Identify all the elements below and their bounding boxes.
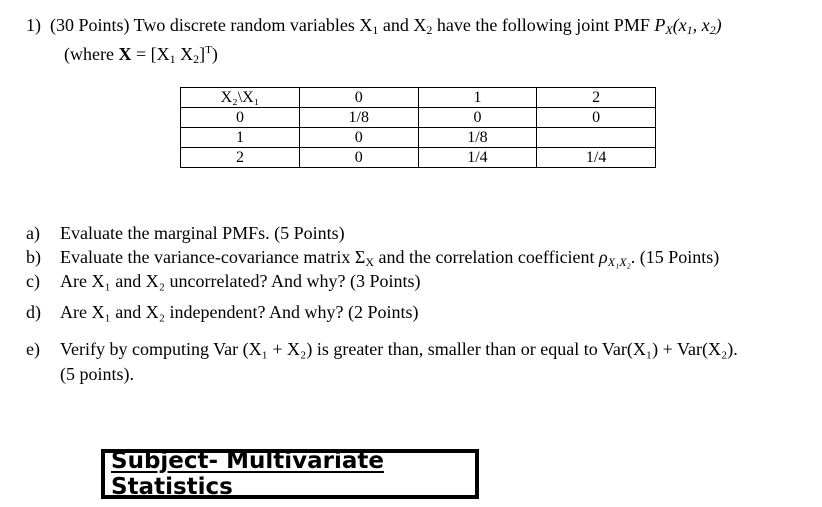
table-cell: 1/8 — [299, 108, 418, 128]
question-line-2: (where $X = [X_1$ $X_2]^T$) — [64, 44, 218, 66]
table-cell: 1/8 — [418, 128, 537, 148]
part-d — [26, 301, 418, 323]
part-e-continuation: (5 points). — [60, 364, 134, 384]
pmf-notation: $P_X(x_1$, $x_2$) — [654, 15, 722, 37]
table-header-cell: 0 — [299, 88, 418, 108]
table-row — [181, 108, 656, 128]
table-row — [181, 148, 656, 168]
table-header-cell: 2 — [537, 88, 656, 108]
question-line-1: 1) (30 Points) Two discrete random variables $X_1$ and $X_2$ have the following joint PMF $P_X(x_1$, $x_2$) — [26, 15, 722, 37]
table-header-cell: X₂\X₁ — [181, 88, 300, 108]
subject-label: Subject- Multivariate Statistics — [111, 448, 384, 500]
table-cell: 1/4 — [537, 148, 656, 168]
table-cell: 0 — [537, 108, 656, 128]
part-label: b) — [26, 247, 41, 267]
table-cell: 0 — [299, 148, 418, 168]
table-cell — [537, 128, 656, 148]
part-e — [26, 338, 738, 360]
part-label: c) — [26, 271, 40, 291]
part-text: Are X₁ and X₂ independent? And why? (2 Points) — [60, 302, 419, 322]
question-intro: (30 Points) Two discrete random variables X — [50, 15, 373, 35]
part-label: e) — [26, 339, 40, 359]
part-label: d) — [26, 302, 41, 322]
table-cell: 0 — [418, 108, 537, 128]
table-cell: 2 — [181, 148, 300, 168]
part-b: b) Evaluate the variance-covariance matrix $\Sigma_X$ and the correlation coefficient $\rho_{X_1X_2}$. (15 Points) — [26, 247, 720, 269]
joint-pmf-table — [180, 87, 656, 168]
part-text: Verify by computing Var (X₁ + X₂) is greater than, smaller than or equal to Var(X₁) + Var(X₂). — [60, 339, 738, 359]
table-header-cell: 1 — [418, 88, 537, 108]
part-label: a) — [26, 223, 40, 243]
subject-box — [101, 449, 479, 499]
table-cell: 0 — [181, 108, 300, 128]
table-row — [181, 128, 656, 148]
part-text: Are X₁ and X₂ uncorrelated? And why? (3 Points) — [60, 271, 421, 291]
table-cell: 0 — [299, 128, 418, 148]
table-cell: 1 — [181, 128, 300, 148]
part-text: Evaluate the marginal PMFs. (5 Points) — [60, 223, 345, 243]
part-c — [26, 270, 420, 292]
table-header-row — [181, 88, 656, 108]
question-number: 1) — [26, 15, 41, 35]
table-cell: 1/4 — [418, 148, 537, 168]
part-a — [26, 222, 345, 244]
